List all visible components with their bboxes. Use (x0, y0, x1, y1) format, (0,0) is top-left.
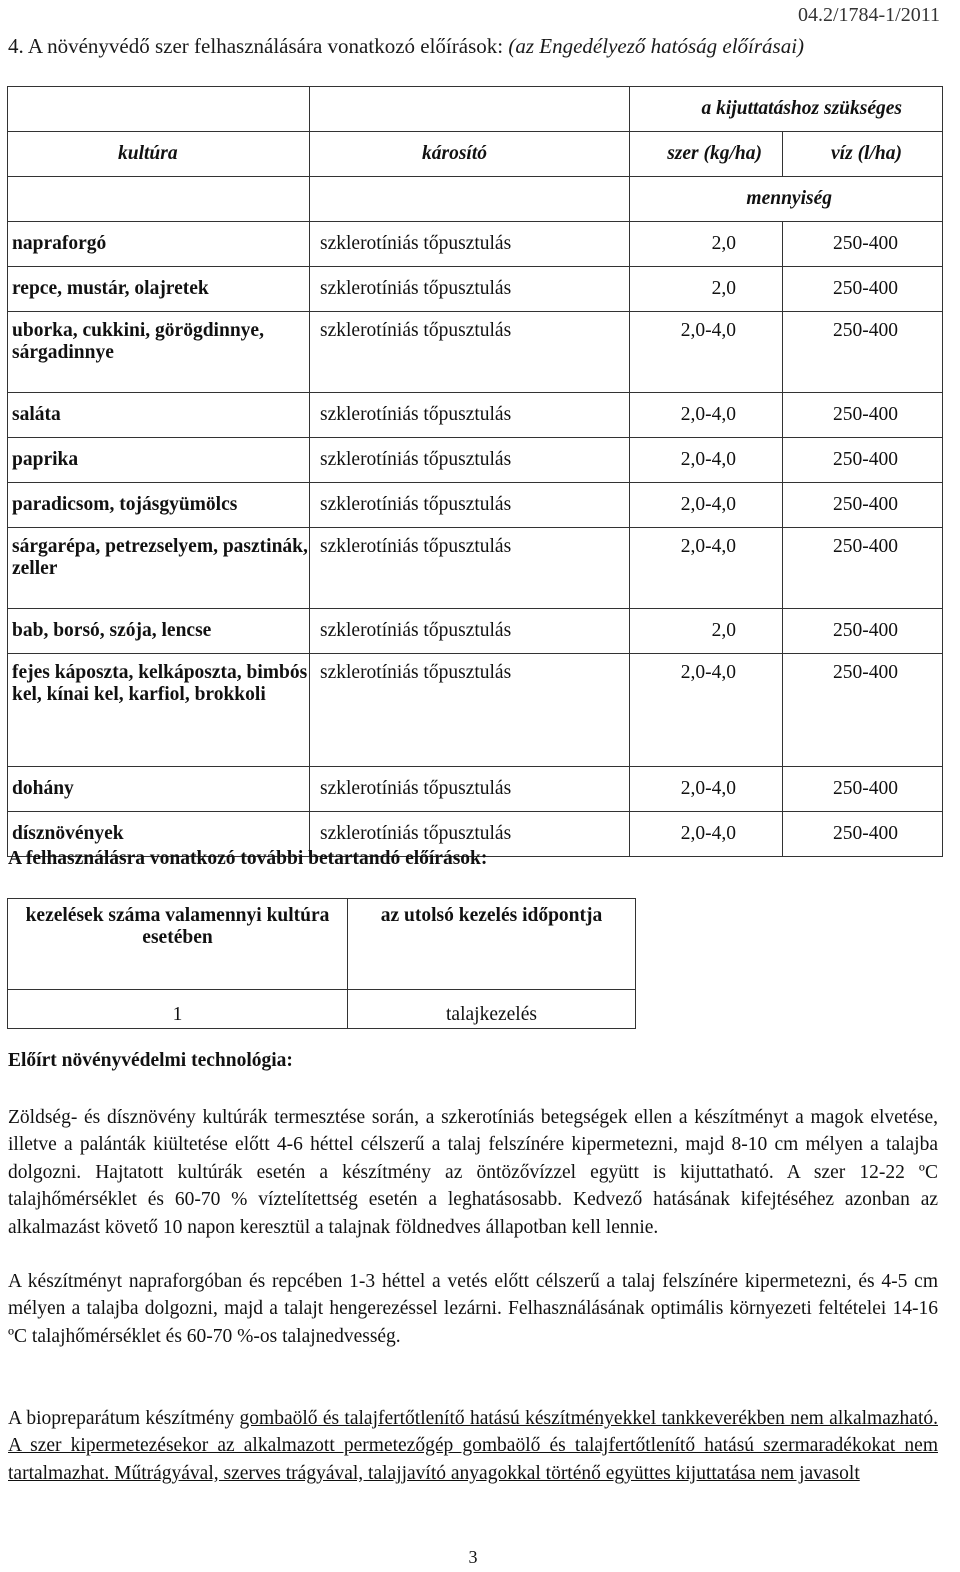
cell-water: 250-400 (783, 654, 943, 767)
cell-water: 250-400 (783, 222, 943, 267)
table-row (8, 483, 943, 528)
header-quantity: mennyiség (630, 177, 943, 222)
table-row (8, 767, 943, 812)
cell-dose: 2,0-4,0 (630, 393, 783, 438)
cell-culture: dísznövények (8, 812, 310, 857)
table-row (8, 393, 943, 438)
cell-water: 250-400 (783, 438, 943, 483)
cell-dose: 2,0 (630, 222, 783, 267)
section-heading-note: (az Engedélyező hatóság előírásai) (508, 34, 805, 58)
technology-paragraph-3 (8, 1405, 938, 1487)
cell-culture: saláta (8, 393, 310, 438)
cell-culture: dohány (8, 767, 310, 812)
cell-pest: szklerotíniás tőpusztulás (310, 312, 630, 393)
rules-header-count: kezelések száma valamennyi kultúra esetében (8, 899, 348, 990)
cell-dose: 2,0-4,0 (630, 483, 783, 528)
header-water: víz (l/ha) (783, 132, 943, 177)
cell-culture: sárgarépa, petrezselyem, pasztinák, zeller (8, 528, 310, 609)
cell-culture: uborka, cukkini, görögdinnye, sárgadinnye (8, 312, 310, 393)
header-dose: szer (kg/ha) (630, 132, 783, 177)
cell-dose: 2,0-4,0 (630, 438, 783, 483)
table-row (8, 267, 943, 312)
cell-culture: repce, mustár, olajretek (8, 267, 310, 312)
table-row (8, 654, 943, 767)
cell-culture: fejes káposzta, kelkáposzta, bimbós kel, kínai kel, karfiol, brokkoli (8, 654, 310, 767)
table-row (8, 609, 943, 654)
technology-paragraph-1: Zöldség- és dísznövény kultúrák termesztése során, a szkerotíniás betegségek ellen a készítményt a magok elvetése, illetve a palánták kiültetése előtt 4-6 héttel célszerű a talaj felszínére kipermetezni, majd 8-10 cm mélyen a talajba dolgozni. Hajtatott kultúrák esetén a készítmény az öntözővízzel együtt is kijuttatható. A szer 12-22 ºC talajhőmérséklet és 60-70 % víztelítettség esetén a leghatásosabb. Kedvező hatásának kifejtéséhez azonban az alkalmazást követő 10 napon keresztül a talajnak földnedves állapotban kell lennie. (8, 1107, 938, 1238)
cell-water: 250-400 (783, 528, 943, 609)
cell-culture: bab, borsó, szója, lencse (8, 609, 310, 654)
cell-water: 250-400 (783, 609, 943, 654)
cell-pest: szklerotíniás tőpusztulás (310, 654, 630, 767)
cell-water: 250-400 (783, 393, 943, 438)
technology-paragraph-2: A készítményt napraforgóban és repcében 1-3 héttel a vetés előtt célszerű a talaj felszínére kipermetezni, és 4-5 cm mélyen a talajba dolgozni, majd a talajt hengerezéssel lezárni. Felhasználásának optimális környezeti feltételei 14-16 ºC talajhőmérséklet és 60-70 %-os talajnedvesség. (8, 1271, 938, 1347)
cell-pest: szklerotíniás tőpusztulás (310, 528, 630, 609)
cell-culture: napraforgó (8, 222, 310, 267)
header-group: a kijuttatáshoz szükséges (630, 87, 943, 132)
paragraph-3-underlined: gombaölő és talajfertőtlenítő hatású készítményekkel tankkeverékben nem alkalmazható. A szer kipermetezésekor az alkalmazott permetezőgép gombaölő és talajfertőtlenítő hatású szermaradékokat nem tartalmazhat. Műtrágyával, szerves trágyával, talajjavító anyagokkal történő együttes kijuttatása nem javasolt (8, 1408, 938, 1484)
section-heading-lead: 4. A növényvédő szer felhasználására vonatkozó előírások: (8, 34, 504, 58)
cell-pest: szklerotíniás tőpusztulás (310, 609, 630, 654)
header-pest: károsító (310, 132, 630, 177)
paragraph-3-plain: A biopreparátum készítmény (8, 1408, 240, 1429)
cell-pest: szklerotíniás tőpusztulás (310, 812, 630, 857)
further-rules-title: A felhasználásra vonatkozó további betartandó előírások: (8, 848, 488, 869)
application-table (7, 86, 943, 857)
cell-pest: szklerotíniás tőpusztulás (310, 483, 630, 528)
cell-pest: szklerotíniás tőpusztulás (310, 222, 630, 267)
cell-water: 250-400 (783, 483, 943, 528)
cell-dose: 2,0-4,0 (630, 812, 783, 857)
cell-water: 250-400 (783, 767, 943, 812)
table-row (8, 312, 943, 393)
cell-dose: 2,0-4,0 (630, 312, 783, 393)
page-number: 3 (468, 1547, 478, 1567)
cell-dose: 2,0 (630, 609, 783, 654)
cell-dose: 2,0-4,0 (630, 767, 783, 812)
table-row (8, 222, 943, 267)
cell-water: 250-400 (783, 812, 943, 857)
cell-culture: paprika (8, 438, 310, 483)
rules-header-last-treatment: az utolsó kezelés időpontja (348, 899, 636, 990)
cell-dose: 2,0 (630, 267, 783, 312)
section-heading (8, 34, 804, 59)
cell-pest: szklerotíniás tőpusztulás (310, 438, 630, 483)
cell-water: 250-400 (783, 267, 943, 312)
cell-water: 250-400 (783, 312, 943, 393)
cell-pest: szklerotíniás tőpusztulás (310, 267, 630, 312)
document-id: 04.2/1784-1/2011 (797, 4, 940, 26)
rules-value-count: 1 (8, 990, 348, 1029)
rules-table (7, 898, 636, 1029)
table-row (8, 528, 943, 609)
header-culture: kultúra (8, 132, 310, 177)
cell-pest: szklerotíniás tőpusztulás (310, 767, 630, 812)
table-row (8, 438, 943, 483)
rules-value-last-treatment: talajkezelés (348, 990, 636, 1029)
technology-title: Előírt növényvédelmi technológia: (8, 1050, 293, 1071)
cell-culture: paradicsom, tojásgyümölcs (8, 483, 310, 528)
cell-pest: szklerotíniás tőpusztulás (310, 393, 630, 438)
cell-dose: 2,0-4,0 (630, 528, 783, 609)
cell-dose: 2,0-4,0 (630, 654, 783, 767)
